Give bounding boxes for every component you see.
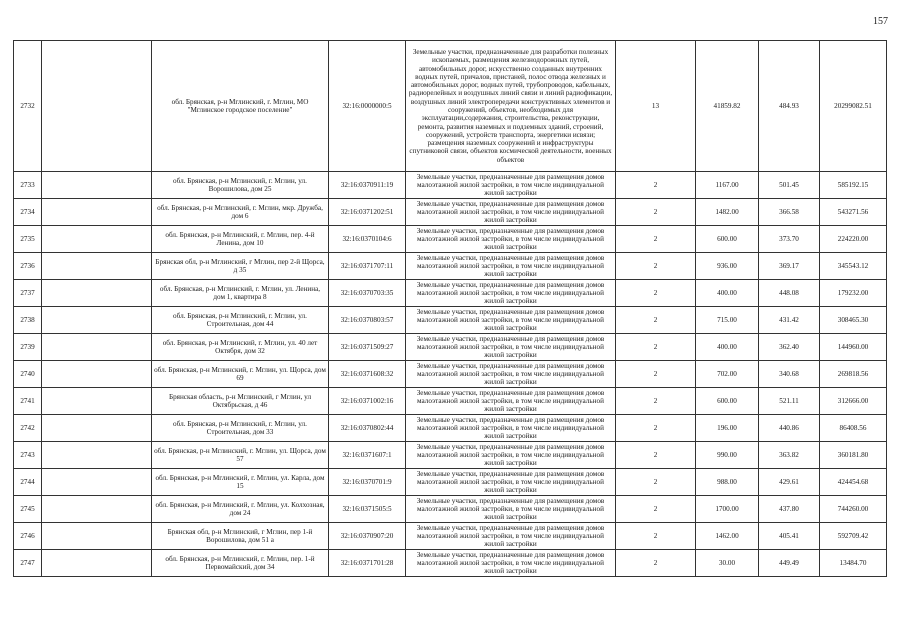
land-use-cell: Земельные участки, предназначенные для размещения домов малоэтажной жилой застройки, в том числе индивидуальной жилой застройки bbox=[406, 280, 616, 307]
row-number-cell: 2746 bbox=[14, 523, 42, 550]
table-row bbox=[14, 280, 887, 307]
table-row bbox=[14, 41, 887, 172]
land-use-cell: Земельные участки, предназначенные для размещения домов малоэтажной жилой застройки, в том числе индивидуальной жилой застройки bbox=[406, 226, 616, 253]
row-number-cell: 2732 bbox=[14, 41, 42, 172]
land-use-cell: Земельные участки, предназначенные для размещения домов малоэтажной жилой застройки, в том числе индивидуальной жилой застройки bbox=[406, 334, 616, 361]
area-cell: 936.00 bbox=[696, 253, 759, 280]
specific-value-cell: 373.70 bbox=[759, 226, 820, 253]
blank-cell bbox=[42, 280, 152, 307]
cadastral-number-cell: 32:16:0371202:51 bbox=[329, 199, 406, 226]
address-cell: обл. Брянская, р-н Мглинский, г. Мглин, МО "Мглинское городское поселение" bbox=[152, 41, 329, 172]
cadastral-number-cell: 32:16:0000000:5 bbox=[329, 41, 406, 172]
blank-cell bbox=[42, 172, 152, 199]
cadastral-value-cell: 585192.15 bbox=[820, 172, 887, 199]
land-use-cell: Земельные участки, предназначенные для размещения домов малоэтажной жилой застройки, в том числе индивидуальной жилой застройки bbox=[406, 199, 616, 226]
area-cell: 400.00 bbox=[696, 334, 759, 361]
group-cell: 2 bbox=[616, 334, 696, 361]
address-cell: Брянская обл, р-н Мглинский, г Мглин, пер 1-й Ворошилова, дом 51 а bbox=[152, 523, 329, 550]
land-use-cell: Земельные участки, предназначенные для размещения домов малоэтажной жилой застройки, в том числе индивидуальной жилой застройки bbox=[406, 550, 616, 577]
cadastral-value-cell: 312666.00 bbox=[820, 388, 887, 415]
area-cell: 1167.00 bbox=[696, 172, 759, 199]
cadastral-value-cell: 179232.00 bbox=[820, 280, 887, 307]
specific-value-cell: 369.17 bbox=[759, 253, 820, 280]
land-use-cell: Земельные участки, предназначенные для размещения домов малоэтажной жилой застройки, в том числе индивидуальной жилой застройки bbox=[406, 523, 616, 550]
group-cell: 2 bbox=[616, 442, 696, 469]
blank-cell bbox=[42, 442, 152, 469]
row-number-cell: 2734 bbox=[14, 199, 42, 226]
row-number-cell: 2743 bbox=[14, 442, 42, 469]
row-number-cell: 2735 bbox=[14, 226, 42, 253]
table-row bbox=[14, 307, 887, 334]
blank-cell bbox=[42, 41, 152, 172]
cadastral-registry-table bbox=[13, 40, 887, 577]
cadastral-value-cell: 360181.80 bbox=[820, 442, 887, 469]
address-cell: обл. Брянская, р-н Мглинский, г. Мглин, ул. Строительная, дом 44 bbox=[152, 307, 329, 334]
table-row bbox=[14, 550, 887, 577]
table-row bbox=[14, 523, 887, 550]
blank-cell bbox=[42, 199, 152, 226]
group-cell: 2 bbox=[616, 388, 696, 415]
area-cell: 1482.00 bbox=[696, 199, 759, 226]
area-cell: 988.00 bbox=[696, 469, 759, 496]
specific-value-cell: 521.11 bbox=[759, 388, 820, 415]
cadastral-number-cell: 32:16:0371509:27 bbox=[329, 334, 406, 361]
group-cell: 2 bbox=[616, 415, 696, 442]
area-cell: 41859.82 bbox=[696, 41, 759, 172]
specific-value-cell: 366.58 bbox=[759, 199, 820, 226]
specific-value-cell: 449.49 bbox=[759, 550, 820, 577]
specific-value-cell: 501.45 bbox=[759, 172, 820, 199]
cadastral-number-cell: 32:16:0370907:20 bbox=[329, 523, 406, 550]
cadastral-number-cell: 32:16:0371505:5 bbox=[329, 496, 406, 523]
address-cell: обл. Брянская, р-н Мглинский, г. Мглин, пер. 1-й Первомайский, дом 34 bbox=[152, 550, 329, 577]
cadastral-number-cell: 32:16:0370701:9 bbox=[329, 469, 406, 496]
row-number-cell: 2744 bbox=[14, 469, 42, 496]
group-cell: 2 bbox=[616, 199, 696, 226]
address-cell: Брянская обл, р-н Мглинский, г Мглин, пер 2-й Щорса, д 35 bbox=[152, 253, 329, 280]
area-cell: 600.00 bbox=[696, 226, 759, 253]
blank-cell bbox=[42, 226, 152, 253]
table-row bbox=[14, 199, 887, 226]
specific-value-cell: 362.40 bbox=[759, 334, 820, 361]
table-row bbox=[14, 442, 887, 469]
address-cell: обл. Брянская, р-н Мглинский, г. Мглин, ул. Ворошилова, дом 25 bbox=[152, 172, 329, 199]
address-cell: обл. Брянская, р-н Мглинский, г. Мглин, ул. 40 лет Октября, дом 32 bbox=[152, 334, 329, 361]
cadastral-value-cell: 144960.00 bbox=[820, 334, 887, 361]
cadastral-value-cell: 345543.12 bbox=[820, 253, 887, 280]
specific-value-cell: 340.68 bbox=[759, 361, 820, 388]
address-cell: обл. Брянская, р-н Мглинский, г. Мглин, ул. Колхозная, дом 24 bbox=[152, 496, 329, 523]
area-cell: 1700.00 bbox=[696, 496, 759, 523]
group-cell: 2 bbox=[616, 280, 696, 307]
land-use-cell: Земельные участки, предназначенные для размещения домов малоэтажной жилой застройки, в том числе индивидуальной жилой застройки bbox=[406, 307, 616, 334]
page-number: 157 bbox=[873, 16, 888, 27]
table-body bbox=[14, 41, 887, 577]
cadastral-number-cell: 32:16:0371701:28 bbox=[329, 550, 406, 577]
row-number-cell: 2737 bbox=[14, 280, 42, 307]
address-cell: обл. Брянская, р-н Мглинский, г. Мглин, ул. Карла, дом 15 bbox=[152, 469, 329, 496]
address-cell: обл. Брянская, р-н Мглинский, г. Мглин, ул. Ленина, дом 1, квартира 8 bbox=[152, 280, 329, 307]
land-use-cell: Земельные участки, предназначенные для размещения домов малоэтажной жилой застройки, в том числе индивидуальной жилой застройки bbox=[406, 469, 616, 496]
group-cell: 2 bbox=[616, 307, 696, 334]
blank-cell bbox=[42, 496, 152, 523]
group-cell: 2 bbox=[616, 550, 696, 577]
area-cell: 30.00 bbox=[696, 550, 759, 577]
area-cell: 990.00 bbox=[696, 442, 759, 469]
area-cell: 1462.00 bbox=[696, 523, 759, 550]
cadastral-number-cell: 32:16:0371608:32 bbox=[329, 361, 406, 388]
blank-cell bbox=[42, 469, 152, 496]
blank-cell bbox=[42, 415, 152, 442]
table-row bbox=[14, 415, 887, 442]
blank-cell bbox=[42, 307, 152, 334]
address-cell: обл. Брянская, р-н Мглинский, г. Мглин, пер. 4-й Ленина, дом 10 bbox=[152, 226, 329, 253]
blank-cell bbox=[42, 388, 152, 415]
area-cell: 715.00 bbox=[696, 307, 759, 334]
cadastral-number-cell: 32:16:0371707:11 bbox=[329, 253, 406, 280]
group-cell: 2 bbox=[616, 523, 696, 550]
cadastral-value-cell: 424454.68 bbox=[820, 469, 887, 496]
land-use-cell: Земельные участки, предназначенные для размещения домов малоэтажной жилой застройки, в том числе индивидуальной жилой застройки bbox=[406, 415, 616, 442]
area-cell: 400.00 bbox=[696, 280, 759, 307]
cadastral-value-cell: 269818.56 bbox=[820, 361, 887, 388]
land-use-cell: Земельные участки, предназначенные для разработки полезных ископаемых, размещения железнодорожных путей, автомобильных дорог, искусственно созданных внутренних водных путей, причалов, пристаней, полос отвода железных и автомобильных дорог, водных путей, трубопроводов, кабельных, радиорелейных и воздушных линий связи и линий радиофикации, воздушных линий электропередачи конструктивных элементов и сооружений, объектов, необходимых для эксплуатации,содержания, строительства, реконструкции, ремонта, развития наземных и подземных зданий, строений, сооружений, устройств транспорта, энергетики исвязи; размещения наземных сооружений и инфраструктуры спутниковой связи, объектов космической деятельности, военных объектов bbox=[406, 41, 616, 172]
cadastral-value-cell: 20299082.51 bbox=[820, 41, 887, 172]
address-cell: Брянская область, р-н Мглинский, г Мглин, ул Октябрьская, д 46 bbox=[152, 388, 329, 415]
cadastral-number-cell: 32:16:0370703:35 bbox=[329, 280, 406, 307]
cadastral-value-cell: 13484.70 bbox=[820, 550, 887, 577]
row-number-cell: 2742 bbox=[14, 415, 42, 442]
row-number-cell: 2747 bbox=[14, 550, 42, 577]
group-cell: 2 bbox=[616, 469, 696, 496]
land-use-cell: Земельные участки, предназначенные для размещения домов малоэтажной жилой застройки, в том числе индивидуальной жилой застройки bbox=[406, 361, 616, 388]
row-number-cell: 2733 bbox=[14, 172, 42, 199]
table-row bbox=[14, 388, 887, 415]
cadastral-number-cell: 32:16:0371607:1 bbox=[329, 442, 406, 469]
cadastral-value-cell: 543271.56 bbox=[820, 199, 887, 226]
cadastral-number-cell: 32:16:0370802:44 bbox=[329, 415, 406, 442]
cadastral-number-cell: 32:16:0370803:57 bbox=[329, 307, 406, 334]
address-cell: обл. Брянская, р-н Мглинский, г. Мглин, ул. Строительная, дом 33 bbox=[152, 415, 329, 442]
specific-value-cell: 363.82 bbox=[759, 442, 820, 469]
land-use-cell: Земельные участки, предназначенные для размещения домов малоэтажной жилой застройки, в том числе индивидуальной жилой застройки bbox=[406, 496, 616, 523]
land-use-cell: Земельные участки, предназначенные для размещения домов малоэтажной жилой застройки, в том числе индивидуальной жилой застройки bbox=[406, 388, 616, 415]
group-cell: 2 bbox=[616, 496, 696, 523]
address-cell: обл. Брянская, р-н Мглинский, г. Мглин, ул. Щорса, дом 69 bbox=[152, 361, 329, 388]
land-use-cell: Земельные участки, предназначенные для размещения домов малоэтажной жилой застройки, в том числе индивидуальной жилой застройки bbox=[406, 172, 616, 199]
area-cell: 196.00 bbox=[696, 415, 759, 442]
address-cell: обл. Брянская, р-н Мглинский, г. Мглин, ул. Щорса, дом 57 bbox=[152, 442, 329, 469]
cadastral-number-cell: 32:16:0370911:19 bbox=[329, 172, 406, 199]
group-cell: 2 bbox=[616, 226, 696, 253]
cadastral-value-cell: 224220.00 bbox=[820, 226, 887, 253]
row-number-cell: 2738 bbox=[14, 307, 42, 334]
row-number-cell: 2745 bbox=[14, 496, 42, 523]
cadastral-number-cell: 32:16:0370104:6 bbox=[329, 226, 406, 253]
blank-cell bbox=[42, 361, 152, 388]
specific-value-cell: 437.80 bbox=[759, 496, 820, 523]
row-number-cell: 2740 bbox=[14, 361, 42, 388]
table-row bbox=[14, 469, 887, 496]
table-row bbox=[14, 226, 887, 253]
row-number-cell: 2736 bbox=[14, 253, 42, 280]
table-row bbox=[14, 334, 887, 361]
land-use-cell: Земельные участки, предназначенные для размещения домов малоэтажной жилой застройки, в том числе индивидуальной жилой застройки bbox=[406, 442, 616, 469]
address-cell: обл. Брянская, р-н Мглинский, г. Мглин, мкр. Дружба, дом 6 bbox=[152, 199, 329, 226]
specific-value-cell: 448.08 bbox=[759, 280, 820, 307]
area-cell: 702.00 bbox=[696, 361, 759, 388]
blank-cell bbox=[42, 550, 152, 577]
table-row bbox=[14, 361, 887, 388]
group-cell: 2 bbox=[616, 172, 696, 199]
group-cell: 2 bbox=[616, 361, 696, 388]
group-cell: 2 bbox=[616, 253, 696, 280]
table-row bbox=[14, 253, 887, 280]
specific-value-cell: 405.41 bbox=[759, 523, 820, 550]
specific-value-cell: 431.42 bbox=[759, 307, 820, 334]
specific-value-cell: 429.61 bbox=[759, 469, 820, 496]
cadastral-value-cell: 86408.56 bbox=[820, 415, 887, 442]
blank-cell bbox=[42, 523, 152, 550]
table-row bbox=[14, 172, 887, 199]
row-number-cell: 2741 bbox=[14, 388, 42, 415]
land-use-cell: Земельные участки, предназначенные для размещения домов малоэтажной жилой застройки, в том числе индивидуальной жилой застройки bbox=[406, 253, 616, 280]
cadastral-value-cell: 744260.00 bbox=[820, 496, 887, 523]
cadastral-value-cell: 308465.30 bbox=[820, 307, 887, 334]
cadastral-number-cell: 32:16:0371002:16 bbox=[329, 388, 406, 415]
group-cell: 13 bbox=[616, 41, 696, 172]
specific-value-cell: 484.93 bbox=[759, 41, 820, 172]
table-row bbox=[14, 496, 887, 523]
specific-value-cell: 440.86 bbox=[759, 415, 820, 442]
blank-cell bbox=[42, 334, 152, 361]
row-number-cell: 2739 bbox=[14, 334, 42, 361]
blank-cell bbox=[42, 253, 152, 280]
area-cell: 600.00 bbox=[696, 388, 759, 415]
cadastral-value-cell: 592709.42 bbox=[820, 523, 887, 550]
